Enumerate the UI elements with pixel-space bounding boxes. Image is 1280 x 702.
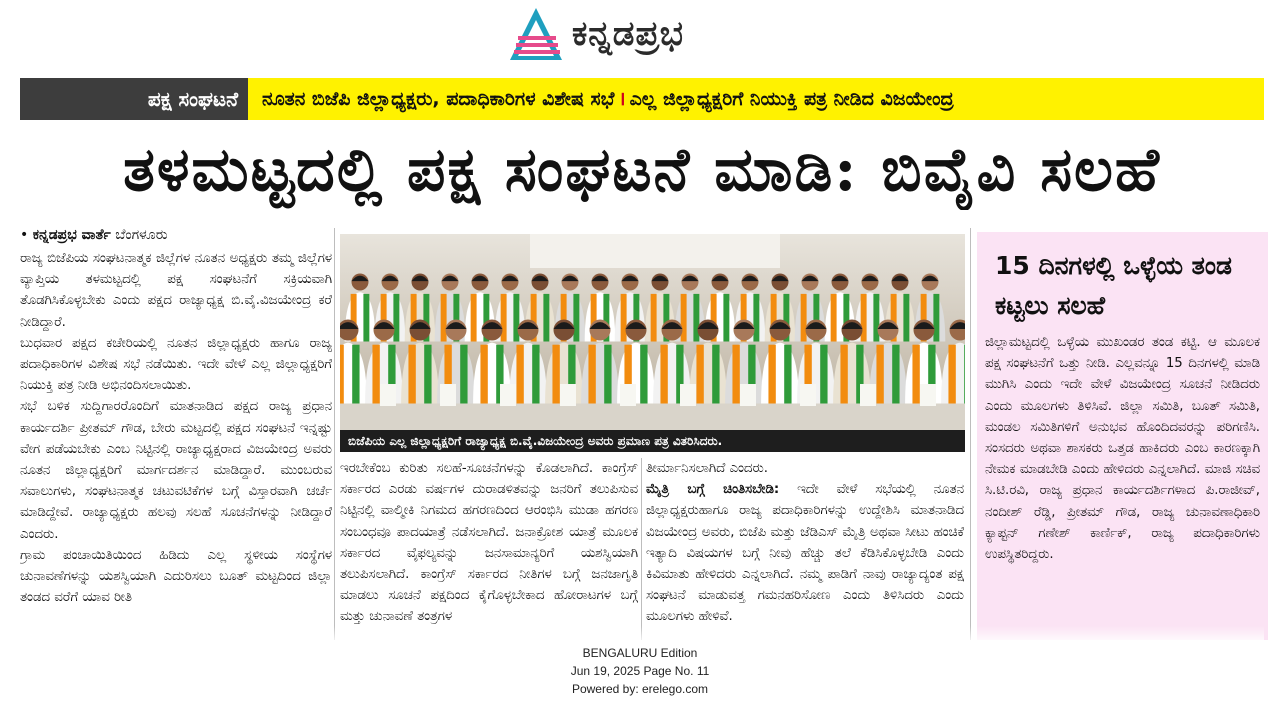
section-tag: ಪಕ್ಷ ಸಂಘಟನೆ	[20, 78, 248, 120]
certificate	[800, 384, 816, 406]
certificate	[740, 384, 756, 406]
article-paragraph: ಗ್ರಾಮ ಪಂಚಾಯಿತಿಯಿಂದ ಹಿಡಿದು ಎಲ್ಲ ಸ್ಥಳೀಯ ಸಂಸ್ಥೆಗಳ ಚುನಾವಣೆಗಳನ್ನು ಯಶಸ್ವಿಯಾಗಿ ಎದುರಿಸಲು ಬೂತ್ ಮಟ್ಟದಿಂದ ಜಿಲ್ಲಾ ತಂಡದ ವರೆಗೆ ಯಾವ ರೀತಿ	[20, 547, 332, 606]
certificate	[440, 384, 456, 406]
article-subhead-body: ಇದೇ ವೇಳೆ ಸಭೆಯಲ್ಲಿ ನೂತನ ಜಿಲ್ಲಾಧ್ಯಕ್ಷರುಹಾಗೂ ರಾಜ್ಯ ಪದಾಧಿಕಾರಿಗಳನ್ನು ಉದ್ದೇಶಿಸಿ ಮಾತನಾಡಿದ ವಿಜಯೇಂದ್ರ ಅವರು, ಬಿಜೆಪಿ ಮತ್ತು ಜೆಡಿಎಸ್ ಮೈತ್ರಿ ಅಥವಾ ಸೀಟು ಹಂಚಿಕೆ ಇತ್ಯಾದಿ ವಿಷಯಗಳ ಬಗ್ಗೆ ನೀವು ಹೆಚ್ಚು ತಲೆ ಕೆಡಿಸಿಕೊಳ್ಳಬೇಡಿ ಎಂದು ಕಿವಿಮಾತು ಹೇಳಿದರು ಎನ್ನಲಾಗಿದೆ. ನಮ್ಮ ಪಾಡಿಗೆ ನಾವು ರಾಜ್ಯಾದ್ಯಂತ ಪಕ್ಷ ಸಂಘಟನೆ ಮಾಡುವತ್ತ ಗಮನಹರಿಸೋಣ ಎಂದು ತಿಳಿಸಿದರು ಎಂದು ಮೂಲಗಳು ಹೇಳಿವೆ.	[646, 482, 964, 625]
edition-date-page: Jun 19, 2025 Page No. 11	[570, 664, 710, 678]
article-subhead: ಮೈತ್ರಿ ಬಗ್ಗೆ ಚಿಂತಿಸಬೇಡಿ:	[646, 482, 780, 498]
masthead	[0, 0, 1280, 72]
sidebar-title: 15 ದಿನಗಳಲ್ಲಿ ಒಳ್ಳೆಯ ತಂಡ ಕಟ್ಟಲು ಸಲಹೆ	[995, 251, 1232, 320]
kicker-text-part1: ನೂತನ ಬಿಜೆಪಿ ಜಿಲ್ಲಾಧ್ಯಕ್ಷರು, ಪದಾಧಿಕಾರಿಗಳ ವಿಶೇಷ ಸಭೆ	[262, 88, 615, 110]
photo-caption: ಬಿಜೆಪಿಯ ಎಲ್ಲ ಜಿಲ್ಲಾಧ್ಯಕ್ಷರಿಗೆ ರಾಜ್ಯಾಧ್ಯಕ್ಷ ಬಿ.ವೈ.ವಿಜಯೇಂದ್ರ ಅವರು ಪ್ರಮಾಣ ಪತ್ರ ವಿತರಿಸಿದರು.	[340, 430, 965, 452]
article-paragraph	[646, 479, 964, 627]
group-photo	[340, 234, 965, 430]
article-column-3	[646, 458, 964, 640]
group-photo-image	[340, 234, 965, 430]
edition-footer	[480, 644, 800, 698]
article-paragraph: ಬುಧವಾರ ಪಕ್ಷದ ಕಚೇರಿಯಲ್ಲಿ ನೂತನ ಜಿಲ್ಲಾಧ್ಯಕ್ಷರು ಹಾಗೂ ರಾಜ್ಯ ಪದಾಧಿಕಾರಿಗಳ ವಿಶೇಷ ಸಭೆ ನಡೆಯಿತು. ಇದೇ ವೇಳೆ ಎಲ್ಲ ಜಿಲ್ಲಾಧ್ಯಕ್ಷರಿಗೆ ನಿಯುಕ್ತಿ ಪತ್ರ ನೀಡಿ ಅಭಿನಂದಿಸಲಾಯಿತು.	[20, 335, 332, 394]
column-divider	[641, 458, 642, 640]
column-divider	[334, 228, 335, 640]
kannada-prabha-logo-icon	[508, 6, 564, 62]
article-column-1	[20, 248, 332, 640]
certificate	[920, 384, 936, 406]
powered-by: Powered by: erelego.com	[571, 682, 709, 696]
sidebar-paragraph: ಜಿಲ್ಲಾಮಟ್ಟದಲ್ಲಿ ಒಳ್ಳೆಯ ಮುಖಂಡರ ತಂಡ ಕಟ್ಟಿ. ಆ ಮೂಲಕ ಪಕ್ಷ ಸಂಘಟನೆಗೆ ಒತ್ತು ನೀಡಿ. ಎಲ್ಲವನ್ನೂ 15 ದಿನಗಳಲ್ಲಿ ಮಾಡಿ ಮುಗಿಸಿ ಎಂದು ಇದೇ ವೇಳೆ ವಿಜಯೇಂದ್ರ ಸೂಚನೆ ನೀಡಿದರು ಎಂದು ಮೂಲಗಳು ತಿಳಿಸಿವೆ. ಜಿಲ್ಲಾ ಸಮಿತಿ, ಬೂತ್ ಸಮಿತಿ, ಮಂಡಲ ಸಮಿತಿಗಳಿಗೆ ಅನುಭವ ಹೊಂದಿದವರನ್ನು ಪರಿಗಣಿಸಿ. ಸಂಸದರು ಅಥವಾ ಶಾಸಕರು ಒತ್ತಡ ಹಾಕಿದರು ಎಂಬ ಕಾರಣಕ್ಕಾಗಿ ನೇಮಕ ಮಾಡಬೇಡಿ ಎಂದು ಹೇಳಿದರು ಎನ್ನಲಾಗಿದೆ. ಮಾಜಿ ಸಚಿವ ಸಿ.ಟಿ.ರವಿ, ರಾಜ್ಯ ಪ್ರಧಾನ ಕಾರ್ಯದರ್ಶಿಗಳಾದ ಪಿ.ರಾಜೀವ್, ನಂದೀಶ್ ರೆಡ್ಡಿ, ಪ್ರೀತಮ್ ಗೌಡ, ರಾಜ್ಯ ಚುನಾವಣಾಧಿಕಾರಿ ಕ್ಯಾಪ್ಟನ್ ಗಣೇಶ್ ಕಾರ್ಣಿಕ್, ರಾಜ್ಯ ಪದಾಧಿಕಾರಿಗಳು ಉಪಸ್ಥಿತರಿದ್ದರು.	[985, 335, 1260, 563]
certificate	[500, 384, 516, 406]
sidebar-body	[985, 332, 1260, 632]
article-paragraph: ಸಭೆ ಬಳಿಕ ಸುದ್ದಿಗಾರರೊಂದಿಗೆ ಮಾತನಾಡಿದ ಪಕ್ಷದ ರಾಜ್ಯ ಪ್ರಧಾನ ಕಾರ್ಯದರ್ಶಿ ಪ್ರೀತಮ್ ಗೌಡ, ಬೇರು ಮಟ್ಟದಲ್ಲಿ ಪಕ್ಷದ ಸಂಘಟನೆ ಇನ್ನಷ್ಟು ವೇಗ ಪಡೆಯಬೇಕು ಎಂಬ ನಿಟ್ಟಿನಲ್ಲಿ ರಾಜ್ಯಾಧ್ಯಕ್ಷರಾದ ವಿಜಯೇಂದ್ರ ಅವರು ನೂತನ ಜಿಲ್ಲಾಧ್ಯಕ್ಷರಿಗೆ ಮಾರ್ಗದರ್ಶನ ಮಾಡಿದ್ದಾರೆ. ಮುಂಬರುವ ಸವಾಲುಗಳು, ಸಂಘಟನಾತ್ಮಕ ಚಟುವಟಿಕೆಗಳ ಬಗ್ಗೆ ವಿಸ್ತಾರವಾಗಿ ಚರ್ಚೆ ಮಾಡಿದ್ದೇವೆ. ರಾಜ್ಯಾಧ್ಯಕ್ಷರು ಹಲವು ಸಲಹೆ ಸೂಚನೆಗಳನ್ನು ನೀಡಿದ್ದಾರೆ ಎಂದರು.	[20, 399, 332, 542]
byline-source: ಕನ್ನಡಪ್ರಭ ವಾರ್ತೆ	[32, 227, 111, 243]
article-paragraph: ರಾಜ್ಯ ಬಿಜೆಪಿಯ ಸಂಘಟನಾತ್ಮಕ ಜಿಲ್ಲೆಗಳ ನೂತನ ಅಧ್ಯಕ್ಷರು ತಮ್ಮ ಜಿಲ್ಲೆಗಳ ವ್ಯಾಪ್ತಿಯ ತಳಮಟ್ಟದಲ್ಲಿ ಪಕ್ಷ ಸಂಘಟನೆಗೆ ಸಕ್ರಿಯವಾಗಿ ತೊಡಗಿಸಿಕೊಳ್ಳಬೇಕು ಎಂದು ಪಕ್ಷದ ರಾಜ್ಯಾಧ್ಯಕ್ಷ ಬಿ.ವೈ.ವಿಜಯೇಂದ್ರ ಕರೆ ನೀಡಿದ್ದಾರೆ.	[20, 251, 332, 330]
byline-place: ಬೆಂಗಳೂರು	[115, 227, 168, 243]
column-divider	[970, 228, 971, 640]
article-paragraph: ತೀರ್ಮಾನಿಸಲಾಗಿದೆ ಎಂದರು.	[646, 461, 768, 476]
certificate	[380, 384, 396, 406]
byline	[20, 227, 332, 243]
edition-name: BENGALURU Edition	[582, 646, 698, 660]
kicker-text	[262, 78, 1262, 120]
byline-bullet: •	[20, 227, 29, 243]
certificate	[680, 384, 696, 406]
masthead-logo-text: ಕನ್ನಡಪ್ರಭ	[572, 14, 684, 54]
kicker-separator: ।	[618, 88, 626, 110]
article-column-2	[340, 458, 638, 640]
article-paragraph: ಇರಬೇಕೆಂಬ ಕುರಿತು ಸಲಹೆ-ಸೂಚನೆಗಳನ್ನು ಕೊಡಲಾಗಿದೆ. ಕಾಂಗ್ರೆಸ್ ಸರ್ಕಾರದ ಎರಡು ವರ್ಷಗಳ ದುರಾಡಳಿತವನ್ನು ಜನರಿಗೆ ತಲುಪಿಸುವ ನಿಟ್ಟಿನಲ್ಲಿ ವಾಲ್ಮೀಕಿ ನಿಗಮದ ಹಗರಣದಿಂದ ಆರಂಭಿಸಿ ಮುಡಾ ಹಗರಣ ಸಂಬಂಧವೂ ಪಾದಯಾತ್ರೆ ನಡೆಸಲಾಗಿದೆ. ಜನಾಕ್ರೋಶ ಯಾತ್ರೆ ಮೂಲಕ ಸರ್ಕಾರದ ವೈಫಲ್ಯವನ್ನು ಜನಸಾಮಾನ್ಯರಿಗೆ ಯಶಸ್ವಿಯಾಗಿ ತಲುಪಿಸಲಾಗಿದೆ. ಕಾಂಗ್ರೆಸ್ ಸರ್ಕಾರದ ನೀತಿಗಳ ಬಗ್ಗೆ ಜನಜಾಗೃತಿ ಮಾಡಲು ಸೂಚನೆ ಪಕ್ಷದಿಂದ ಕೈಗೊಳ್ಳಬೇಕಾದ ಹೋರಾಟಗಳ ಬಗ್ಗೆ ಮತ್ತು ಚುನಾವಣೆ ತಂತ್ರಗಳ	[340, 461, 638, 625]
certificate	[860, 384, 876, 406]
certificate	[560, 384, 576, 406]
headline: ತಳಮಟ್ಟದಲ್ಲಿ ಪಕ್ಷ ಸಂಘಟನೆ ಮಾಡಿ: ಬಿವೈವಿ ಸಲಹೆ	[123, 135, 1161, 205]
kicker-text-part2: ಎಲ್ಲ ಜಿಲ್ಲಾಧ್ಯಕ್ಷರಿಗೆ ನಿಯುಕ್ತಿ ಪತ್ರ ನೀಡಿದ ವಿಜಯೇಂದ್ರ	[629, 88, 954, 110]
certificate	[620, 384, 636, 406]
bottom-fade	[20, 626, 1264, 644]
